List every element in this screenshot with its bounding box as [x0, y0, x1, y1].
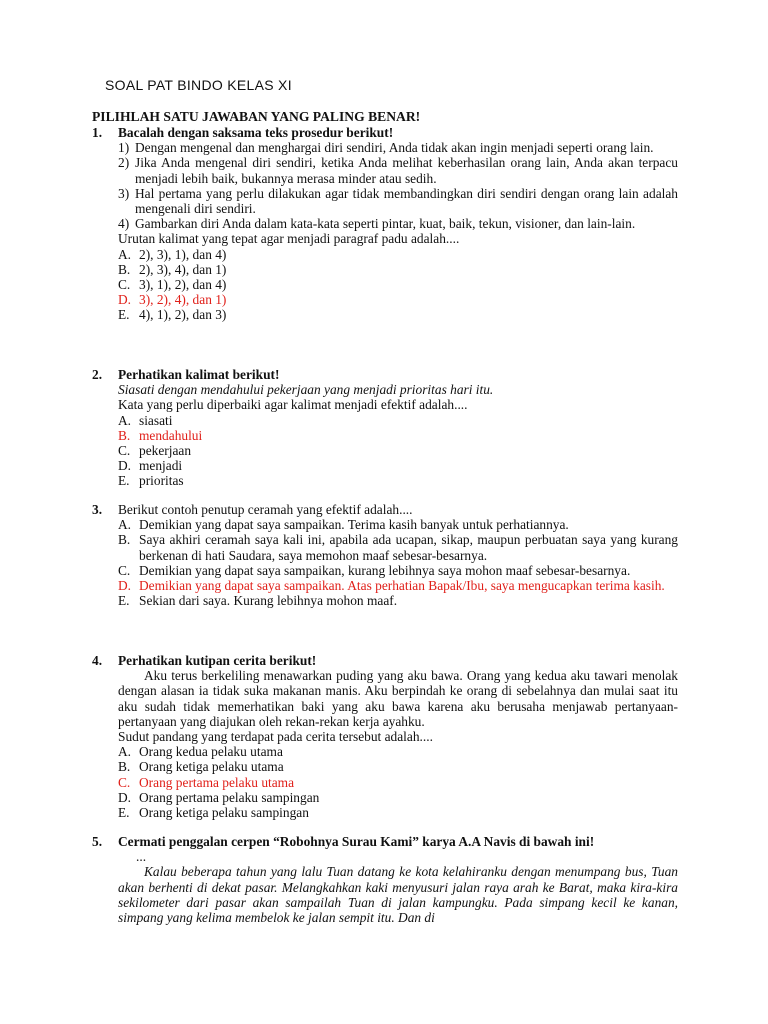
answer-option-correct[interactable]: C. Orang pertama pelaku utama [118, 774, 295, 790]
question-2 [92, 367, 678, 489]
question-prompt: Perhatikan kalimat berikut! [118, 367, 280, 382]
question-4 [92, 653, 678, 820]
question-prompt: Cermati penggalan cerpen “Robohnya Surau Kami” karya A.A Navis di bawah ini! [118, 834, 595, 849]
answer-option[interactable]: A. Orang kedua pelaku utama [118, 744, 283, 760]
answer-option[interactable]: A. 2), 3), 1), dan 4) [118, 246, 227, 262]
question-number: 1. [92, 125, 103, 140]
answer-option[interactable]: B. 2), 3), 4), dan 1) [118, 261, 227, 277]
question-5 [92, 834, 678, 925]
question-number: 3. [92, 502, 103, 517]
question-prompt: Perhatikan kutipan cerita berikut! [118, 653, 317, 668]
answer-option[interactable]: B. Saya akhiri ceramah saya kali ini, apabila ada ucapan, sikap, maupun perbuatan saya yang kurang berkenan di hati Saudara, saya memohon maaf sebesar-besarnya. [118, 532, 678, 563]
question-number: 5. [92, 834, 103, 849]
answer-option-correct[interactable]: D. 3), 2), 4), dan 1) [118, 292, 227, 308]
answer-option[interactable]: A. Demikian yang dapat saya sampaikan. Terima kasih banyak untuk perhatiannya. [118, 517, 569, 533]
answer-option[interactable]: D. menjadi [118, 458, 183, 474]
story-passage: Aku terus berkeliling menawarkan puding yang aku bawa. Orang yang kedua aku tawari menolak dengan alasan ia tidak suka makanan manis. Aku berpindah ke orang di sebelahnya dan mulai saat itu aku sudah tidak memerhatikan baki yang aku bawa karena aku berusaha menjawab pertanyaan-pertanyaan yang diajukan oleh rekan-rekan kerja ayahku. [118, 668, 678, 729]
question-1 [92, 125, 678, 323]
ellipsis-marker: ... [136, 849, 147, 865]
answer-option[interactable]: B. Orang ketiga pelaku utama [118, 759, 284, 775]
example-sentence: Siasati dengan mendahului pekerjaan yang menjadi prioritas hari itu. [118, 382, 494, 398]
question-3 [92, 502, 678, 608]
question-text: Kata yang perlu diperbaiki agar kalimat menjadi efektif adalah.... [118, 397, 468, 413]
question-number: 4. [92, 653, 103, 668]
statement-item: 2) Jika Anda mengenal diri sendiri, ketika Anda melihat keberhasilan orang lain, Anda akan terpacu menjadi lebih baik, bukannya merasa minder atau sedih. [118, 155, 678, 186]
statement-item: 1) Dengan mengenal dan menghargai diri sendiri, Anda tidak akan ingin menjadi seperti orang lain. [118, 140, 654, 156]
story-passage: Kalau beberapa tahun yang lalu Tuan datang ke kota kelahiranku dengan menumpang bus, Tuan akan berhenti di dekat pasar. Melangkahkan kaki menyusuri jalan raya arah ke Barat, maka kira-kira sekilometer dari pasar akan sampailah Tuan di jalan kampungku. Pada simpang kecil ke kanan, simpang yang kelima membelok ke jalan sempit itu. Dan di [118, 864, 678, 926]
answer-option[interactable]: A. siasati [118, 412, 173, 428]
question-number: 2. [92, 367, 103, 382]
question-prompt: Bacalah dengan saksama teks prosedur berikut! [118, 125, 394, 140]
answer-option-correct[interactable]: B. mendahului [118, 427, 203, 443]
answer-option[interactable]: C. 3), 1), 2), dan 4) [118, 277, 227, 293]
question-text: Sudut pandang yang terdapat pada cerita tersebut adalah.... [118, 729, 433, 745]
answer-option[interactable]: C. pekerjaan [118, 443, 192, 459]
answer-option[interactable]: E. prioritas [118, 473, 184, 489]
answer-option[interactable]: D. Orang pertama pelaku sampingan [118, 789, 320, 805]
statement-item: 3) Hal pertama yang perlu dilakukan agar tidak membandingkan diri sendiri dengan orang lain adalah mengenali diri sendiri. [118, 185, 678, 217]
instruction-heading: PILIHLAH SATU JAWABAN YANG PALING BENAR! [92, 109, 421, 124]
answer-option[interactable]: E. Orang ketiga pelaku sampingan [118, 805, 309, 821]
document-title: SOAL PAT BINDO KELAS XI [105, 77, 292, 93]
statement-item: 4) Gambarkan diri Anda dalam kata-kata seperti pintar, kuat, baik, tekun, visioner, dan lain-lain. [118, 216, 636, 232]
question-prompt: Berikut contoh penutup ceramah yang efektif adalah.... [118, 502, 413, 517]
answer-option[interactable]: E. 4), 1), 2), dan 3) [118, 307, 227, 323]
answer-option[interactable]: E. Sekian dari saya. Kurang lebihnya mohon maaf. [118, 593, 398, 609]
question-text: Urutan kalimat yang tepat agar menjadi paragraf padu adalah.... [118, 231, 460, 247]
answer-option-correct[interactable]: D. Demikian yang dapat saya sampaikan. Atas perhatian Bapak/Ibu, saya mengucapkan terima kasih. [118, 578, 665, 594]
answer-option[interactable]: C. Demikian yang dapat saya sampaikan, kurang lebihnya saya mohon maaf sebesar-besarnya. [118, 562, 631, 578]
